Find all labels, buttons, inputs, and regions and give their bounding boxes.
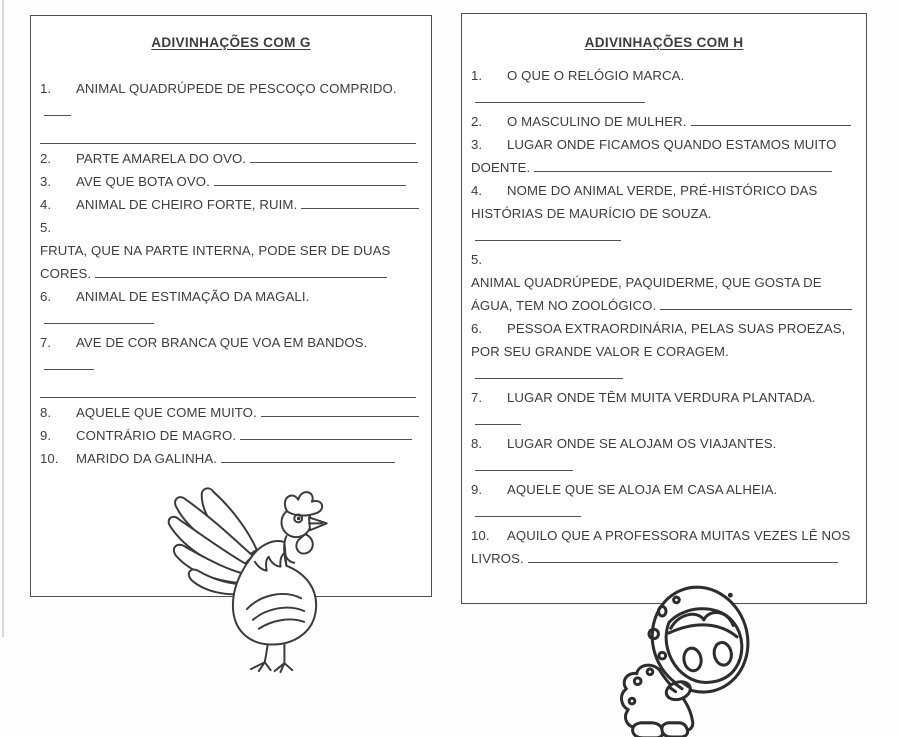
riddle-number: 3. bbox=[40, 174, 52, 189]
riddle-text-continuation bbox=[471, 156, 855, 179]
riddle-text: AQUELE QUE COME MUITO. bbox=[76, 405, 257, 420]
answer-blank bbox=[475, 228, 621, 241]
riddle-text-continuation bbox=[40, 262, 420, 285]
riddle-text: CORES. bbox=[40, 266, 92, 281]
rooster-drawing-svg bbox=[147, 483, 347, 675]
answer-blank bbox=[44, 357, 94, 370]
riddle-text: POR SEU GRANDE VALOR E CORAGEM. bbox=[471, 344, 729, 359]
riddle-number: 4. bbox=[471, 183, 483, 198]
riddle-number: 1. bbox=[471, 68, 483, 83]
riddle-item bbox=[40, 447, 420, 470]
riddle-text: PESSOA EXTRAORDINÁRIA, PELAS SUAS PROEZAS, bbox=[507, 321, 846, 336]
answer-blank bbox=[240, 427, 412, 440]
riddle-item bbox=[471, 317, 855, 386]
riddle-number: 10. bbox=[40, 451, 59, 466]
riddle-text-continuation bbox=[471, 547, 855, 570]
answer-blank bbox=[534, 159, 832, 172]
riddle-text: ANIMAL QUADRÚPEDE DE PESCOÇO COMPRIDO. bbox=[76, 81, 397, 96]
riddle-text: MARIDO DA GALINHA. bbox=[76, 451, 218, 466]
riddle-item bbox=[40, 401, 420, 424]
riddle-text: O QUE O RELÓGIO MARCA. bbox=[507, 68, 685, 83]
riddle-text: AQUILO QUE A PROFESSORA MUITAS VEZES LÊ NOS bbox=[507, 528, 851, 543]
answer-blank bbox=[528, 550, 838, 563]
riddle-item bbox=[40, 77, 420, 144]
riddle-item bbox=[40, 193, 420, 216]
riddle-item bbox=[40, 216, 420, 285]
riddle-text: CONTRÁRIO DE MAGRO. bbox=[76, 428, 237, 443]
riddle-number: 8. bbox=[40, 405, 52, 420]
riddle-list-g bbox=[31, 77, 431, 470]
riddle-item bbox=[471, 386, 855, 432]
riddle-number: 10. bbox=[471, 528, 490, 543]
answer-blank bbox=[660, 297, 852, 310]
answer-blank bbox=[44, 311, 154, 324]
riddle-item bbox=[40, 424, 420, 447]
character-illustration bbox=[608, 581, 760, 737]
riddle-text: LUGAR ONDE FICAMOS QUANDO ESTAMOS MUITO bbox=[507, 137, 837, 152]
riddle-number: 1. bbox=[40, 81, 52, 96]
riddle-item bbox=[471, 64, 855, 110]
answer-blank bbox=[221, 450, 395, 463]
answer-blank bbox=[95, 265, 387, 278]
riddle-text: LIVROS. bbox=[471, 551, 524, 566]
riddle-text: HISTÓRIAS DE MAURÍCIO DE SOUZA. bbox=[471, 206, 712, 221]
worksheet-panel-h bbox=[461, 13, 867, 604]
page-title: ADIVINHAÇÕES COM H bbox=[584, 35, 744, 50]
page-title: ADIVINHAÇÕES COM G bbox=[151, 35, 311, 50]
riddle-number: 8. bbox=[471, 436, 483, 451]
answer-blank bbox=[691, 113, 851, 126]
riddle-number: 6. bbox=[471, 321, 483, 336]
answer-blank-line bbox=[40, 377, 416, 398]
riddle-text-continuation bbox=[471, 294, 855, 317]
riddle-text-continuation bbox=[471, 202, 855, 248]
riddle-number: 2. bbox=[40, 151, 52, 166]
riddle-number: 7. bbox=[471, 390, 483, 405]
riddle-number: 7. bbox=[40, 335, 52, 350]
riddle-number: 5. bbox=[471, 252, 483, 267]
answer-blank bbox=[301, 196, 419, 209]
answer-blank bbox=[475, 90, 645, 103]
riddle-text: ÁGUA, TEM NO ZOOLÓGICO. bbox=[471, 298, 657, 313]
riddle-item bbox=[471, 478, 855, 524]
answer-blank bbox=[44, 103, 71, 116]
answer-blank bbox=[250, 150, 418, 163]
riddle-text: DOENTE. bbox=[471, 160, 531, 175]
riddle-number: 5. bbox=[40, 220, 52, 235]
riddle-item bbox=[40, 147, 420, 170]
answer-blank-line bbox=[40, 123, 416, 144]
riddle-number: 4. bbox=[40, 197, 52, 212]
riddle-list-h bbox=[462, 64, 866, 570]
riddle-item bbox=[471, 248, 855, 317]
answer-blank bbox=[475, 504, 581, 517]
rooster-illustration bbox=[147, 483, 347, 675]
riddle-number: 6. bbox=[40, 289, 52, 304]
riddle-text: ANIMAL QUADRÚPEDE, PAQUIDERME, QUE GOSTA DE bbox=[471, 275, 822, 290]
worksheet-panel-g bbox=[30, 15, 432, 597]
riddle-number: 3. bbox=[471, 137, 483, 152]
riddle-text: ANIMAL DE CHEIRO FORTE, RUIM. bbox=[76, 197, 298, 212]
riddle-text: AQUELE QUE SE ALOJA EM CASA ALHEIA. bbox=[507, 482, 778, 497]
riddle-text: FRUTA, QUE NA PARTE INTERNA, PODE SER DE DUAS bbox=[40, 243, 391, 258]
riddle-text: LUGAR ONDE TÊM MUITA VERDURA PLANTADA. bbox=[507, 390, 816, 405]
riddle-number: 2. bbox=[471, 114, 483, 129]
answer-blank bbox=[261, 404, 419, 417]
riddle-text: NOME DO ANIMAL VERDE, PRÉ-HISTÓRICO DAS bbox=[507, 183, 818, 198]
riddle-text: ANIMAL DE ESTIMAÇÃO DA MAGALI. bbox=[76, 289, 310, 304]
riddle-text: AVE QUE BOTA OVO. bbox=[76, 174, 210, 189]
riddle-text: LUGAR ONDE SE ALOJAM OS VIAJANTES. bbox=[507, 436, 777, 451]
riddle-number: 9. bbox=[471, 482, 483, 497]
riddle-text: AVE DE COR BRANCA QUE VOA EM BANDOS. bbox=[76, 335, 368, 350]
riddle-item bbox=[40, 285, 420, 331]
riddle-item bbox=[471, 133, 855, 179]
scanned-page-edge bbox=[2, 0, 4, 637]
riddle-item bbox=[471, 110, 855, 133]
answer-blank bbox=[214, 173, 406, 186]
riddle-item bbox=[471, 179, 855, 248]
answer-blank bbox=[475, 458, 573, 471]
riddle-item bbox=[471, 432, 855, 478]
riddle-text-continuation bbox=[471, 340, 855, 386]
riddle-item bbox=[471, 524, 855, 570]
answer-blank bbox=[475, 412, 521, 425]
riddle-number: 9. bbox=[40, 428, 52, 443]
horacio-drawing-svg bbox=[608, 581, 760, 737]
riddle-item bbox=[40, 331, 420, 398]
riddle-item bbox=[40, 170, 420, 193]
riddle-text: O MASCULINO DE MULHER. bbox=[507, 114, 687, 129]
riddle-text: PARTE AMARELA DO OVO. bbox=[76, 151, 247, 166]
answer-blank bbox=[475, 366, 623, 379]
